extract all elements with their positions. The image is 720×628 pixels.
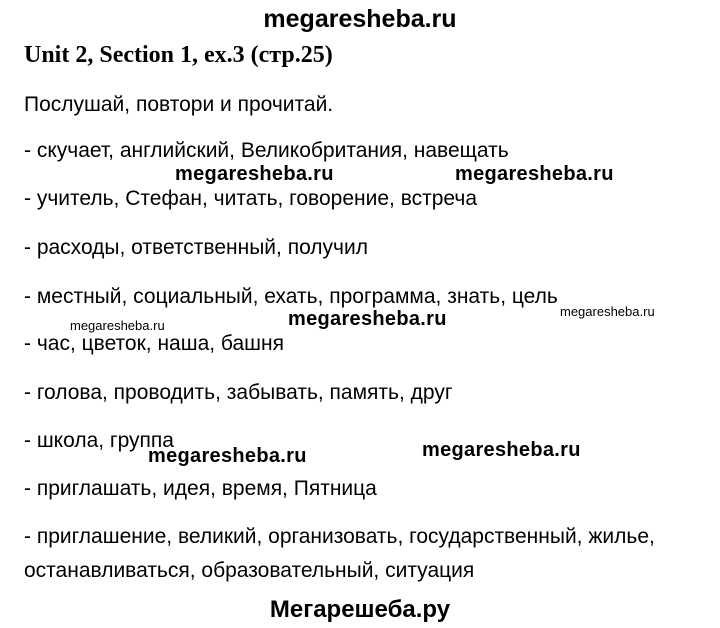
watermark: megaresheba.ru (148, 445, 307, 467)
word-line-8: - приглашать, идея, время, Пятница (24, 477, 377, 500)
word-line-3: - расходы, ответственный, получил (24, 236, 368, 259)
watermark: megaresheba.ru (288, 308, 447, 330)
instruction-text: Послушай, повтори и прочитай. (24, 93, 334, 116)
exercise-title: Unit 2, Section 1, ex.3 (стр.25) (24, 42, 333, 68)
watermark-small: megaresheba.ru (560, 304, 655, 319)
word-line-5: - час, цветок, наша, башня (24, 332, 284, 355)
word-line-10: останавливаться, образовательный, ситуация (24, 559, 475, 582)
footer-site-name: Мегарешеба.ру (269, 596, 451, 623)
header-site-name: megaresheba.ru (263, 5, 457, 33)
word-line-1: - скучает, английский, Великобритания, навещать (24, 139, 509, 162)
word-line-7: - школа, группа (24, 429, 174, 452)
word-line-9: - приглашение, великий, организовать, государственный, жилье, (24, 525, 655, 548)
word-line-2: - учитель, Стефан, читать, говорение, встреча (24, 187, 478, 210)
watermark-small: megaresheba.ru (70, 318, 165, 333)
word-line-4: - местный, социальный, ехать, программа, знать, цель (24, 285, 558, 308)
word-line-6: - голова, проводить, забывать, память, друг (24, 381, 453, 404)
watermark: megaresheba.ru (455, 163, 614, 185)
watermark: megaresheba.ru (422, 439, 581, 461)
watermark: megaresheba.ru (175, 163, 334, 185)
